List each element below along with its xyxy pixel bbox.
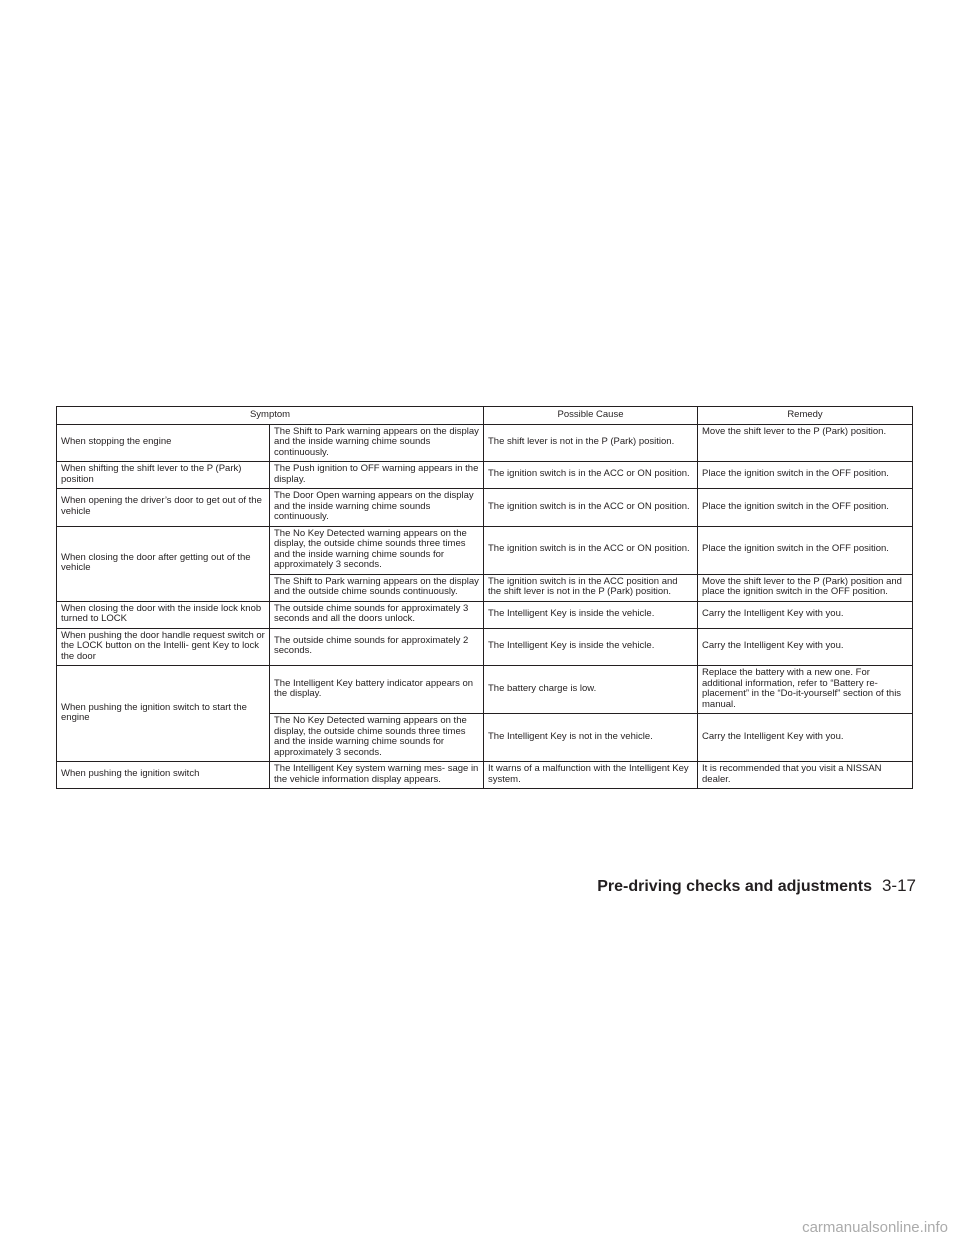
remedy-cell: It is recommended that you visit a NISSAN dealer. xyxy=(698,762,913,789)
page-footer xyxy=(597,876,916,896)
warning-message-cell: The No Key Detected warning appears on the display, the outside chime sounds three times and the inside warning chime sounds for approximately 3 seconds. xyxy=(270,714,484,762)
warning-message-cell: The Shift to Park warning appears on the display and the inside warning chime sounds continuously. xyxy=(270,424,484,462)
symptom-cell: When stopping the engine xyxy=(57,424,270,462)
remedy-cell: Place the ignition switch in the OFF position. xyxy=(698,462,913,489)
cause-cell: The ignition switch is in the ACC or ON position. xyxy=(484,526,698,574)
warning-message-cell: The Push ignition to OFF warning appears in the display. xyxy=(270,462,484,489)
cause-cell: The Intelligent Key is inside the vehicle. xyxy=(484,601,698,628)
warning-message-cell: The outside chime sounds for approximately 3 seconds and all the doors unlock. xyxy=(270,601,484,628)
cause-cell: The shift lever is not in the P (Park) position. xyxy=(484,424,698,462)
remedy-cell: Carry the Intelligent Key with you. xyxy=(698,628,913,666)
symptom-cell: When opening the driver’s door to get out of the vehicle xyxy=(57,489,270,527)
warning-message-cell: The No Key Detected warning appears on the display, the outside chime sounds three times and the inside warning chime sounds for approximately 3 seconds. xyxy=(270,526,484,574)
table-row xyxy=(57,628,913,666)
remedy-cell: Carry the Intelligent Key with you. xyxy=(698,714,913,762)
table-row xyxy=(57,666,913,714)
cause-cell: The Intelligent Key is inside the vehicle. xyxy=(484,628,698,666)
symptom-cell: When pushing the door handle request switch or the LOCK button on the Intelli- gent Key to lock the door xyxy=(57,628,270,666)
symptom-cell: When closing the door with the inside lock knob turned to LOCK xyxy=(57,601,270,628)
cause-cell: The ignition switch is in the ACC or ON position. xyxy=(484,489,698,527)
section-title: Pre-driving checks and adjustments xyxy=(597,878,872,895)
watermark: carmanualsonline.info xyxy=(802,1219,948,1236)
symptom-cell: When closing the door after getting out of the vehicle xyxy=(57,526,270,601)
troubleshooting-table-container xyxy=(56,406,912,789)
table-row xyxy=(57,526,913,574)
remedy-cell: Move the shift lever to the P (Park) position. xyxy=(698,424,913,462)
troubleshooting-table xyxy=(56,406,913,789)
symptom-cell: When shifting the shift lever to the P (Park) position xyxy=(57,462,270,489)
cause-cell: The battery charge is low. xyxy=(484,666,698,714)
table-row xyxy=(57,601,913,628)
remedy-cell: Carry the Intelligent Key with you. xyxy=(698,601,913,628)
cause-cell: The ignition switch is in the ACC or ON position. xyxy=(484,462,698,489)
table-header-row xyxy=(57,407,913,425)
remedy-cell: Place the ignition switch in the OFF position. xyxy=(698,526,913,574)
remedy-cell: Replace the battery with a new one. For additional information, refer to “Battery re- placement” in the “Do-it-yourself” section of this manual. xyxy=(698,666,913,714)
header-remedy: Remedy xyxy=(698,407,913,425)
warning-message-cell: The Door Open warning appears on the display and the inside warning chime sounds continuously. xyxy=(270,489,484,527)
table-row xyxy=(57,424,913,462)
remedy-cell: Place the ignition switch in the OFF position. xyxy=(698,489,913,527)
warning-message-cell: The Shift to Park warning appears on the display and the outside chime sounds continuously. xyxy=(270,574,484,601)
warning-message-cell: The Intelligent Key system warning mes- sage in the vehicle information display appears. xyxy=(270,762,484,789)
warning-message-cell: The outside chime sounds for approximately 2 seconds. xyxy=(270,628,484,666)
header-possible-cause: Possible Cause xyxy=(484,407,698,425)
cause-cell: It warns of a malfunction with the Intelligent Key system. xyxy=(484,762,698,789)
remedy-cell: Move the shift lever to the P (Park) position and place the ignition switch in the OFF position. xyxy=(698,574,913,601)
warning-message-cell: The Intelligent Key battery indicator appears on the display. xyxy=(270,666,484,714)
table-row xyxy=(57,462,913,489)
header-symptom: Symptom xyxy=(57,407,484,425)
table-row xyxy=(57,762,913,789)
cause-cell: The Intelligent Key is not in the vehicle. xyxy=(484,714,698,762)
table-row xyxy=(57,489,913,527)
cause-cell: The ignition switch is in the ACC position and the shift lever is not in the P (Park) position. xyxy=(484,574,698,601)
symptom-cell: When pushing the ignition switch to start the engine xyxy=(57,666,270,762)
symptom-cell: When pushing the ignition switch xyxy=(57,762,270,789)
page-number: 3-17 xyxy=(881,876,916,895)
